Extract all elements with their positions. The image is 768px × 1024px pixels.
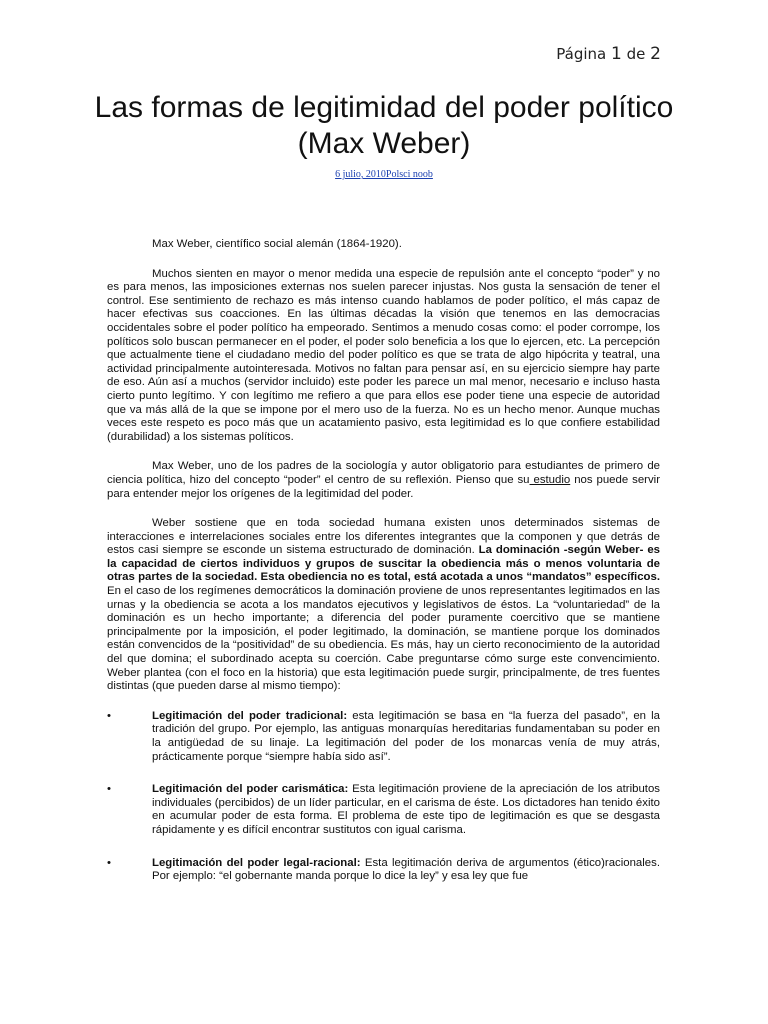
list-item-title: Legitimación del poder tradicional: bbox=[152, 709, 348, 722]
estudio-link[interactable]: estudio bbox=[529, 473, 571, 486]
list-item-title: Legitimación del poder carismática: bbox=[152, 783, 349, 796]
bullet-icon: • bbox=[107, 856, 111, 869]
list-item-text: esta legitimación se basa en “la fuerza del pasado”, en la tradición del grupo. Por ejemplo, las antiguas monarquías hereditarias fundamentaban su poder en la antigüedad de su linaje. La legitimación del poder de los monarcas venía de muy atrás, prácticamente porque “siempre había sido así”. bbox=[152, 709, 660, 763]
paragraph-intro: Max Weber, científico social alemán (1864-1920). bbox=[152, 238, 402, 250]
paragraph-weber bbox=[107, 460, 660, 501]
list-item bbox=[107, 710, 660, 764]
page-word: Página bbox=[556, 45, 607, 63]
byline bbox=[0, 169, 768, 180]
bullet-icon: • bbox=[107, 709, 111, 722]
paragraph-dominacion bbox=[107, 517, 660, 694]
page-number bbox=[556, 44, 661, 64]
document-title: Las formas de legitimidad del poder político (Max Weber) bbox=[94, 91, 674, 160]
list-item-text: Esta legitimación deriva de argumentos (ético)racionales. Por ejemplo: “el gobernante manda porque lo dice la ley” y esa ley que fue bbox=[152, 856, 660, 883]
paragraph-weber-text-a: Max Weber, uno de los padres de la sociología y autor obligatorio para estudiantes de primero de ciencia política, hizo del concepto “poder” el centro de su reflexión. Pienso que su bbox=[107, 460, 660, 486]
paragraph-dominacion-text-a: Weber sostiene que en toda sociedad humana existen unos determinados sistemas de interacciones e interrelaciones sociales entre los diferentes integrantes que la componen y que detrás de estos casi siempre se esconde un sistema estructurado de dominación. bbox=[107, 517, 660, 557]
paragraph-repulsion: Muchos sienten en mayor o menor medida una especie de repulsión ante el concepto “poder” y no es para menos, las imposiciones externas nos suelen parecer injustas. Nos gusta la sensación de tener el control. Ese sentimiento de rechazo es más intenso cuando hablamos de poder político, el más capaz de hacer efectivas sus coacciones. En las últimas décadas la visión que tenemos en las democracias occidentales sobre el poder político ha empeorado. Sentimos a menudo cosas como: el poder corrompe, los políticos solo buscan permanecer en el poder, el poder solo beneficia a los que lo ejercen, etc. La percepción que actualmente tiene el ciudadano medio del poder político es que se trata de algo hipócrita y teatral, una actividad principalmente autointeresada. Motivos no faltan para pensar así, en su ejercicio siempre hay parte de eso. Aún así a muchos (servidor incluido) este poder les parece un mal menor, necesario e incluso hasta cierto punto legítimo. Y con legítimo me refiero a que para ellos ese poder tiene una especie de autoridad que va más allá de la que se impone por el mero uso de la fuerza. No es un hecho menor. Aunque muchas veces este respeto es poco más que un acatamiento pasivo, esta legitimidad es lo que confiere estabilidad (durabilidad) a los sistemas políticos. bbox=[107, 267, 660, 443]
legitimation-list bbox=[107, 710, 660, 884]
paragraph-weber-text-b: nos puede servir para entender mejor los orígenes de la legitimidad del poder. bbox=[107, 473, 660, 500]
paragraph-dominacion-bold: La dominación -según Weber- es la capacidad de ciertos individuos y grupos de suscitar la obediencia más o menos voluntaria de otras partes de la sociedad. Esta obediencia no es total, está acotada a unos “mandatos” específicos. bbox=[107, 544, 660, 584]
list-item-title: Legitimación del poder legal-racional: bbox=[152, 856, 361, 869]
paragraph-dominacion-text-b: En el caso de los regímenes democráticos la dominación proviene de unos representantes legitimados en las urnas y la obediencia se acota a los mandatos ejecutivos y legislativos de éstos. La “voluntariedad” de la dominación es un hecho importante; a diferencia del poder puramente coercitivo que se mantiene principalmente por la imposición, el poder legitimado, la dominación, se mantiene porque los dominados están convencidos de la “positividad” de su obediencia. Es más, hay un cierto reconocimiento de la autoridad del que domina; el subordinado acepta su coerción. Cabe preguntarse cómo surge este convencimiento. Weber plantea (con el foco en la historia) que esta legitimación puede surgir, principalmente, de tres fuentes distintas (que pueden darse al mismo tiempo): bbox=[107, 585, 660, 693]
page-total: 2 bbox=[650, 44, 661, 64]
page-current: 1 bbox=[611, 44, 622, 64]
list-item bbox=[107, 857, 660, 884]
bullet-icon: • bbox=[107, 783, 111, 796]
page-of: de bbox=[626, 45, 646, 63]
article-body bbox=[107, 238, 660, 903]
list-item bbox=[107, 783, 660, 837]
list-item-text: Esta legitimación proviene de la apreciación de los atributos individuales (percibidos) de un líder particular, en el carisma de éste. Los dictadores han tenido éxito en acumular poder de esta forma. El problema de este tipo de legitimación es que se desgasta rápidamente y es difícil encontrar sustitutos con igual carisma. bbox=[152, 783, 660, 836]
byline-link[interactable]: 6 julio, 2010Polsci noob bbox=[335, 169, 433, 180]
